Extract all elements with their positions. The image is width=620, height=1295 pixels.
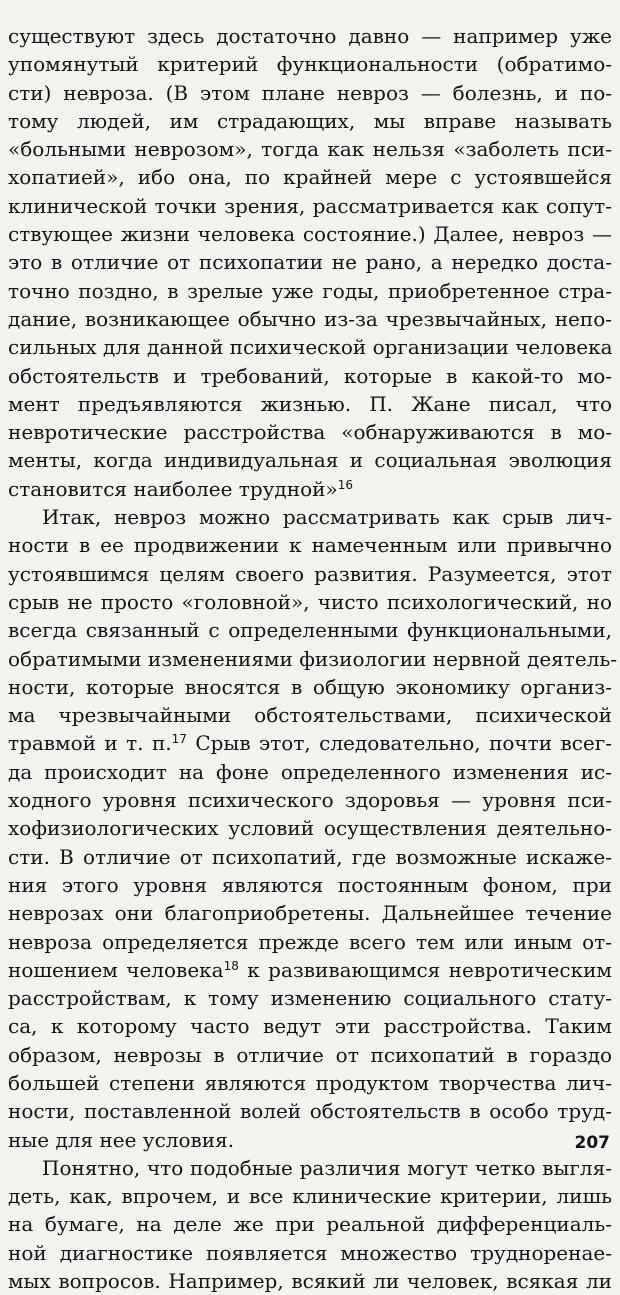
text-segment: к развивающимся невротическим [238, 957, 612, 982]
text-line: клинической точки зрения, рассматривается как сопут- [8, 193, 612, 218]
text-line: ности, поставленной волей обстоятельств в особо труд- [8, 1099, 612, 1124]
text-line [8, 475, 612, 503]
text-line: обратимыми изменениями физиологии нервной деятель- [8, 646, 618, 671]
text-line: на бумаге, на деле же при реальной дифференциаль- [8, 1212, 612, 1237]
text-line: всегда связанный с определенными функциональными, [8, 618, 612, 643]
text-line: са, к которому часто ведут эти расстройства. Таким [8, 1014, 612, 1039]
text-line: тому людей, им страдающих, мы вправе называть [8, 108, 612, 133]
text-line: ма чрезвычайными обстоятельствами, психической [8, 703, 612, 728]
page-number: 207 [574, 1133, 610, 1153]
text-line: Итак, невроз можно рассматривать как срыв лич- [42, 505, 612, 530]
text-line: срыв не просто «головной», чисто психологический, но [8, 589, 612, 614]
text-segment: ношением человека [8, 957, 224, 982]
text-line: ния этого уровня являются постоянным фоном, при [8, 872, 612, 897]
text-line: сильных для данной психической организации человека [8, 335, 613, 360]
text-line: да происходит на фоне определенного изменения ис- [8, 759, 612, 784]
text-line [8, 956, 612, 984]
text-line: ности, которые вносятся в общую экономику организ- [8, 674, 612, 699]
body-text [8, 22, 618, 1295]
text-line: сти. В отличие от психопатий, где возможные искаже- [8, 844, 612, 869]
text-line: устоявшимся целям своего развития. Разумеется, этот [8, 561, 612, 586]
text-segment: Срыв этот, следовательно, почти всег- [186, 731, 612, 756]
text-line: «больными неврозом», тогда как нельзя «заболеть пси- [8, 137, 612, 162]
paragraph [8, 1154, 612, 1295]
text-line: хопатией», ибо она, по крайней мере с устоявшейся [8, 165, 612, 190]
text-segment: становится наиболее трудной» [8, 476, 338, 501]
text-line: ности в ее продвижении к намеченным или привычно [8, 533, 612, 558]
text-line: расстройствам, к тому изменению социального стату- [8, 986, 612, 1011]
text-line: мых вопросов. Например, всякий ли человек, всякая ли [8, 1269, 612, 1294]
text-line: хофизиологических условий осуществления деятельно- [8, 816, 612, 841]
text-line: сти) невроза. (В этом плане невроз — болезнь, и по- [8, 80, 612, 105]
text-line: невроза определяется прежде всего тем или иным от- [8, 929, 612, 954]
text-line: мент предъявляются жизнью. П. Жане писал, что [8, 391, 612, 416]
text-line: это в отличие от психопатии не рано, а нередко доста- [8, 250, 612, 275]
text-line [8, 729, 612, 757]
text-line: менты, когда индивидуальная и социальная эволюция [8, 448, 612, 473]
text-line: существуют здесь достаточно давно — например уже [8, 24, 612, 48]
text-line: ствующее жизни человека состояние.) Далее, невроз — [8, 222, 612, 247]
text-line: ной диагностике появляется множество трудноренае- [8, 1240, 612, 1265]
text-segment: травмой и т. п. [8, 731, 172, 756]
text-line: дание, возникающее обычно из-за чрезвычайных, непо- [8, 306, 612, 331]
text-line: упомянутый критерий функциональности (обратимо- [8, 52, 612, 77]
footnote-marker: 17 [171, 732, 187, 747]
paragraph [8, 503, 618, 1154]
text-line: точно поздно, в зрелые уже годы, приобретенное стра- [8, 278, 612, 303]
text-line: невротические расстройства «обнаруживаются в мо- [8, 420, 612, 445]
footnote-marker: 16 [337, 477, 353, 492]
footnote-marker: 18 [223, 958, 239, 973]
text-line: неврозах они благоприобретены. Дальнейшее течение [8, 901, 612, 926]
text-line: ходного уровня психического здоровья — уровня пси- [8, 788, 612, 813]
text-line: ные для нее условия. [8, 1127, 235, 1152]
text-line: обстоятельств и требований, которые в какой-то мо- [8, 363, 612, 388]
paragraph [8, 22, 612, 503]
text-line: большей степени являются продуктом творчества лич- [8, 1070, 612, 1095]
text-line: Понятно, что подобные различия могут четко выгля- [42, 1155, 612, 1180]
text-line: образом, неврозы в отличие от психопатий в гораздо [8, 1042, 612, 1067]
text-line: деть, как, впрочем, и все клинические критерии, лишь [8, 1184, 612, 1209]
